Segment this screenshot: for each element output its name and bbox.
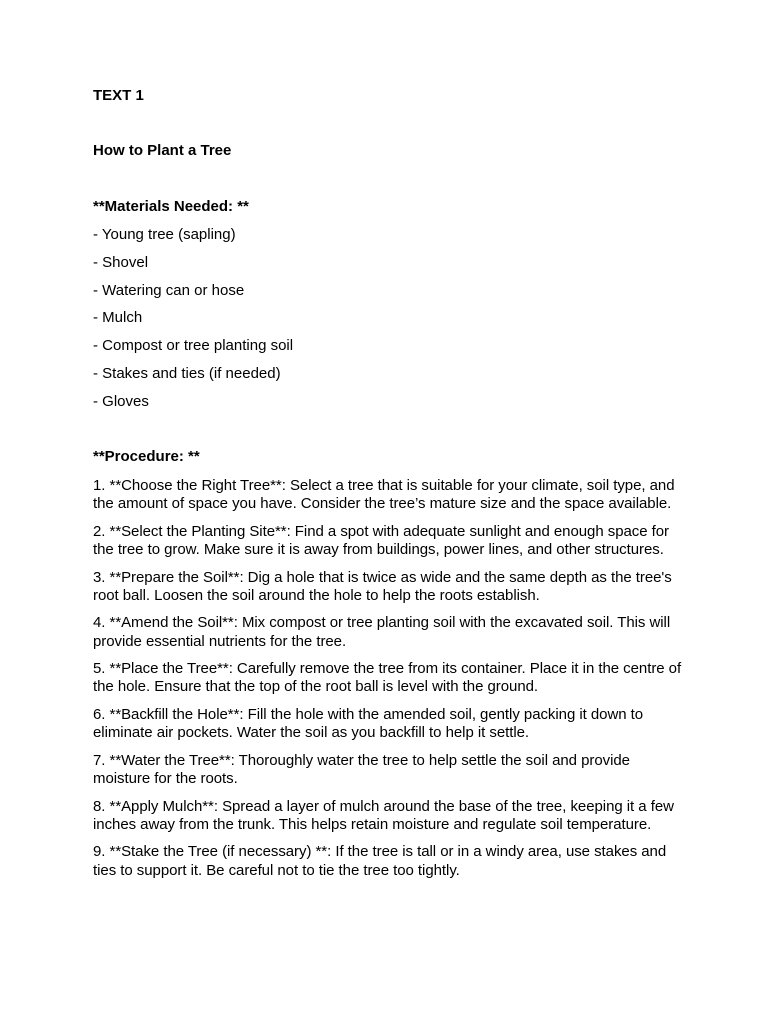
procedure-step: 7. **Water the Tree**: Thoroughly water the tree to help settle the soil and provide moisture for the roots. xyxy=(93,751,630,787)
procedure-step: 1. **Choose the Right Tree**: Select a tree that is suitable for your climate, soil type, and the amount of space you have. Consider the tree’s mature size and the space available. xyxy=(93,477,675,513)
procedure-step: 4. **Amend the Soil**: Mix compost or tree planting soil with the excavated soil. This will provide essential nutrients for the tree. xyxy=(93,614,671,650)
procedure-step: 6. **Backfill the Hole**: Fill the hole with the amended soil, gently packing it down to eliminate air pockets. Water the soil as you backfill to help it settle. xyxy=(93,705,644,742)
material-item: - Stakes and ties (if needed) xyxy=(93,364,281,382)
material-item: - Watering can or hose xyxy=(93,281,245,299)
material-item: - Compost or tree planting soil xyxy=(93,337,294,355)
material-item: - Young tree (sapling) xyxy=(93,226,236,243)
procedure-step: 5. **Place the Tree**: Carefully remove the tree from its container. Place it in the centre of the hole. Ensure that the top of the root ball is level with the ground. xyxy=(93,660,682,696)
procedure-step: 3. **Prepare the Soil**: Dig a hole that is twice as wide and the same depth as the tree's root ball. Loosen the soil around the hole to help the roots establish. xyxy=(93,568,672,604)
procedure-step: 9. **Stake the Tree (if necessary) **: If the tree is tall or in a windy area, use stakes and ties to support it. Be careful not to tie the tree too tightly. xyxy=(93,843,667,879)
procedure-steps xyxy=(93,477,683,889)
material-item: - Shovel xyxy=(93,253,149,271)
page-title: How to Plant a Tree xyxy=(93,142,232,159)
material-item: - Gloves xyxy=(93,392,149,410)
procedure-step: 8. **Apply Mulch**: Spread a layer of mulch around the base of the tree, keeping it a few inches away from the trunk. This helps retain moisture and regulate soil temperature. xyxy=(93,797,674,833)
text-label: TEXT 1 xyxy=(93,87,144,104)
material-item: - Mulch xyxy=(93,309,143,327)
materials-list xyxy=(93,226,293,421)
procedure-heading: **Procedure: ** xyxy=(93,448,200,465)
procedure-step: 2. **Select the Planting Site**: Find a spot with adequate sunlight and enough space for the tree to grow. Make sure it is away from buildings, power lines, and other structures. xyxy=(93,522,669,558)
materials-heading: **Materials Needed: ** xyxy=(93,198,249,215)
